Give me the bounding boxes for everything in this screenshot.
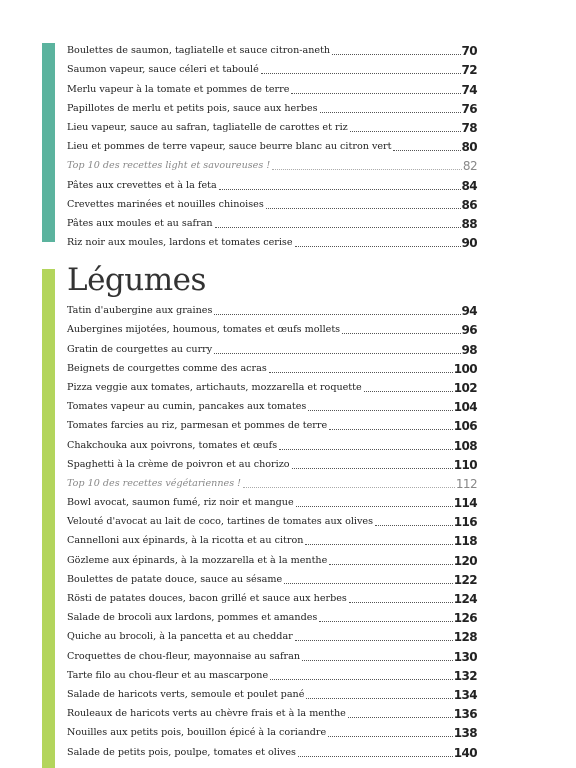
- toc-entry: [67, 57, 477, 76]
- dot-leader: [306, 698, 452, 699]
- dot-leader: [291, 93, 460, 94]
- toc-entry-title: Boulettes de patate douce, sauce au sésame: [67, 573, 283, 585]
- toc-entry-title: Merlu vapeur à la tomate et pommes de terre: [67, 83, 290, 95]
- toc-entry-page-number: 126: [453, 611, 477, 626]
- toc-entry: [67, 547, 477, 566]
- toc-entry-title: Tatin d'aubergine aux graines: [67, 305, 213, 317]
- toc-entry-title: Crevettes marinées et nouilles chinoises: [67, 198, 264, 210]
- toc-entry: [67, 192, 477, 211]
- toc-entry-page-number: 124: [453, 592, 477, 606]
- toc-entry-page-number: 130: [453, 649, 477, 664]
- toc-entry-title: Top 10 des recettes light et savoureuses !: [67, 160, 271, 172]
- toc-entry-page-number: 108: [453, 438, 477, 453]
- toc-entry-page-number: 120: [453, 553, 477, 568]
- toc-entry: [67, 586, 477, 605]
- dot-leader: [349, 602, 453, 603]
- toc-entry: [67, 452, 477, 471]
- dot-leader: [295, 640, 453, 641]
- toc-highlight-entry: [67, 153, 477, 172]
- toc-entry: [67, 528, 477, 547]
- toc-entry-title: Pâtes aux crevettes et à la feta: [67, 179, 217, 191]
- toc-entry: [67, 509, 477, 528]
- toc-entry: [67, 211, 477, 230]
- toc-entry-page-number: 118: [453, 534, 477, 549]
- toc-entry-page-number: 86: [461, 197, 477, 212]
- toc-entry-title: Tomates farcies au riz, parmesan et pommes de terre: [67, 420, 328, 432]
- toc-entry: [67, 624, 477, 643]
- toc-entry-title: Lieu et pommes de terre vapeur, sauce beurre blanc au citron vert: [67, 141, 392, 153]
- dot-leader: [375, 525, 453, 526]
- toc-entry-page-number: 110: [453, 457, 477, 472]
- toc-entry-title: Rösti de patates douces, bacon grillé et sauce aux herbes: [67, 593, 347, 604]
- toc-entry-page-number: 128: [453, 630, 477, 645]
- dot-leader: [302, 660, 453, 661]
- dot-leader: [298, 756, 453, 757]
- toc-entry-title: Salade de petits pois, poulpe, tomates et olives: [67, 746, 296, 758]
- toc-entry-page-number: 102: [453, 380, 477, 395]
- vegetables-section-color-band: [42, 269, 55, 768]
- toc-entry: [67, 720, 477, 739]
- toc-entry-page-number: 114: [453, 496, 477, 511]
- dot-leader: [266, 208, 461, 209]
- toc-entry-title: Lieu vapeur, sauce au safran, tagliatelle de carottes et riz: [67, 121, 348, 133]
- toc-entry-page-number: 112: [455, 476, 477, 491]
- toc-entry: [67, 432, 477, 451]
- dot-leader: [393, 150, 460, 151]
- dot-leader: [269, 372, 453, 373]
- toc-entry-page-number: 106: [453, 419, 477, 434]
- toc-entry: [67, 605, 477, 624]
- dot-leader: [348, 717, 453, 718]
- toc-entry-page-number: 76: [461, 101, 477, 116]
- toc-entry: [67, 682, 477, 701]
- dot-leader: [329, 564, 452, 565]
- dot-leader: [350, 131, 461, 132]
- toc-entry-title: Riz noir aux moules, lardons et tomates cerise: [67, 237, 293, 249]
- toc-entry-page-number: 104: [453, 400, 477, 415]
- toc-entry-title: Salade de haricots verts, semoule et poulet pané: [67, 688, 305, 700]
- fish-section-toc-list: [67, 38, 477, 249]
- toc-highlight-entry: [67, 471, 477, 490]
- toc-entry: [67, 375, 477, 394]
- toc-entry-page-number: 96: [461, 323, 477, 338]
- toc-entry-page-number: 80: [461, 140, 477, 155]
- fish-section-color-band: [42, 43, 55, 242]
- dot-leader: [279, 449, 453, 450]
- toc-entry-title: Papillotes de merlu et petits pois, sauce aux herbes: [67, 102, 318, 114]
- dot-leader: [261, 73, 461, 74]
- dot-leader: [329, 429, 453, 430]
- dot-leader: [332, 54, 460, 55]
- toc-entry-page-number: 100: [453, 361, 477, 376]
- toc-entry: [67, 96, 477, 115]
- toc-entry-title: Gratin de courgettes au curry: [67, 343, 213, 355]
- toc-entry-page-number: 90: [461, 236, 477, 251]
- toc-entry-page-number: 94: [461, 304, 477, 319]
- toc-entry-page-number: 122: [453, 572, 477, 587]
- toc-entry: [67, 701, 477, 720]
- toc-entry: [67, 172, 477, 191]
- toc-entry-title: Spaghetti à la crème de poivron et au chorizo: [67, 458, 290, 470]
- toc-entry-page-number: 70: [461, 44, 477, 59]
- toc-entry-page-number: 82: [462, 159, 477, 174]
- toc-entry-title: Aubergines mijotées, houmous, tomates et œufs mollets: [67, 324, 341, 336]
- dot-leader: [214, 353, 460, 354]
- toc-entry-title: Pâtes aux moules et au safran: [67, 217, 213, 229]
- section-title-vegetables: Légumes: [67, 262, 206, 298]
- toc-entry-page-number: 116: [453, 515, 477, 530]
- dot-leader: [319, 621, 452, 622]
- toc-entry-page-number: 132: [453, 668, 477, 683]
- toc-entry-page-number: 134: [453, 687, 477, 702]
- toc-entry-title: Velouté d'avocat au lait de coco, tartines de tomates aux olives: [67, 516, 374, 528]
- dot-leader: [308, 410, 452, 411]
- toc-entry-page-number: 72: [461, 63, 477, 78]
- dot-leader: [243, 487, 455, 488]
- toc-entry-title: Bowl avocat, saumon fumé, riz noir et mangue: [67, 497, 294, 509]
- dot-leader: [328, 736, 453, 737]
- toc-entry-title: Quiche au brocoli, à la pancetta et au cheddar: [67, 631, 293, 643]
- toc-entry-page-number: 98: [461, 342, 477, 357]
- toc-entry: [67, 76, 477, 95]
- toc-entry: [67, 394, 477, 413]
- toc-entry-title: Beignets de courgettes comme des acras: [67, 362, 267, 374]
- toc-entry-page-number: 140: [453, 745, 477, 760]
- dot-leader: [296, 506, 453, 507]
- toc-entry: [67, 298, 477, 317]
- dot-leader: [215, 227, 461, 228]
- toc-entry: [67, 230, 477, 249]
- toc-entry-title: Salade de brocoli aux lardons, pommes et amandes: [67, 612, 318, 624]
- toc-entry-title: Top 10 des recettes végétariennes !: [67, 477, 242, 489]
- dot-leader: [295, 246, 461, 247]
- toc-entry: [67, 643, 477, 662]
- toc-entry: [67, 413, 477, 432]
- toc-entry: [67, 115, 477, 134]
- toc-entry-title: Saumon vapeur, sauce céleri et taboulé: [67, 64, 259, 76]
- toc-entry-title: Boulettes de saumon, tagliatelle et sauce citron-aneth: [67, 45, 331, 57]
- toc-entry-title: Pizza veggie aux tomates, artichauts, mozzarella et roquette: [67, 381, 362, 393]
- toc-entry-page-number: 88: [461, 216, 477, 231]
- toc-entry: [67, 567, 477, 586]
- toc-entry: [67, 38, 477, 57]
- dot-leader: [292, 468, 453, 469]
- toc-entry-page-number: 84: [461, 178, 477, 193]
- toc-entry-title: Cannelloni aux épinards, à la ricotta et au citron: [67, 535, 304, 547]
- dot-leader: [305, 544, 452, 545]
- toc-entry-page-number: 78: [461, 120, 477, 135]
- toc-entry: [67, 356, 477, 375]
- dot-leader: [272, 169, 462, 170]
- toc-entry-page-number: 138: [453, 726, 477, 741]
- dot-leader: [320, 112, 461, 113]
- toc-entry-title: Croquettes de chou-fleur, mayonnaise au safran: [67, 650, 300, 662]
- dot-leader: [364, 391, 453, 392]
- dot-leader: [270, 679, 453, 680]
- vegetables-section-toc-list: [67, 298, 477, 759]
- toc-entry-page-number: 136: [453, 707, 477, 722]
- toc-entry: [67, 490, 477, 509]
- dot-leader: [342, 333, 460, 334]
- toc-entry-title: Tarte filo au chou-fleur et au mascarpone: [67, 669, 269, 681]
- toc-entry-page-number: 74: [461, 82, 477, 97]
- dot-leader: [219, 189, 461, 190]
- dot-leader: [284, 583, 453, 584]
- toc-entry: [67, 317, 477, 336]
- toc-entry-title: Rouleaux de haricots verts au chèvre frais et à la menthe: [67, 708, 346, 720]
- toc-entry-title: Tomates vapeur au cumin, pancakes aux tomates: [67, 401, 307, 413]
- toc-entry: [67, 663, 477, 682]
- dot-leader: [214, 314, 460, 315]
- toc-entry: [67, 336, 477, 355]
- toc-entry-title: Chakchouka aux poivrons, tomates et œufs: [67, 439, 278, 451]
- toc-entry-title: Gözleme aux épinards, à la mozzarella et à la menthe: [67, 554, 328, 566]
- toc-entry: [67, 739, 477, 758]
- toc-entry: [67, 134, 477, 153]
- toc-entry-title: Nouilles aux petits pois, bouillon épicé à la coriandre: [67, 727, 327, 739]
